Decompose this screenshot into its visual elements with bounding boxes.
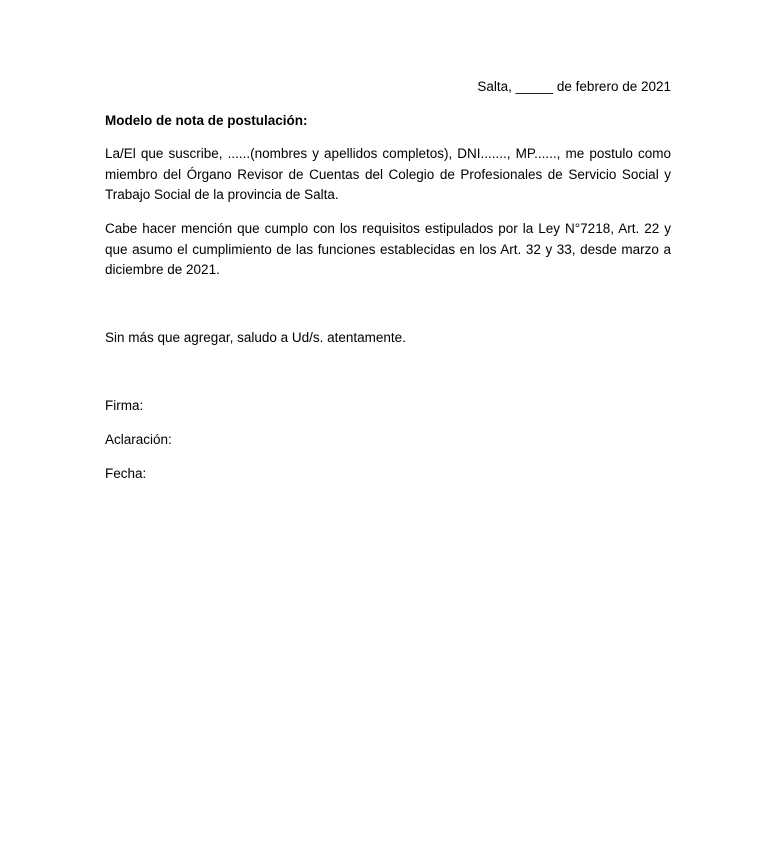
closing-line: Sin más que agregar, saludo a Ud/s. atentamente.: [105, 330, 406, 345]
signature-label: Firma:: [105, 398, 144, 413]
date-line: Salta, _____ de febrero de 2021: [477, 79, 671, 94]
document-title: Modelo de nota de postulación:: [105, 113, 308, 128]
date-label: Fecha:: [105, 466, 147, 481]
paragraph-requirements: Cabe hacer mención que cumplo con los requisitos estipulados por la Ley N°7218, Art. 22 y que asumo el cumplimiento de las funciones establecidas en los Art. 32 y 33, desde marzo a diciembre de 2021.: [105, 221, 671, 277]
paragraph-introduction: La/El que suscribe, ......(nombres y apellidos completos), DNI......., MP......, me postulo como miembro del Órgano Revisor de Cuentas del Colegio de Profesionales de Servicio Social y Trabajo Social de la provincia de Salta.: [105, 146, 671, 202]
clarification-label: Aclaración:: [105, 432, 172, 447]
